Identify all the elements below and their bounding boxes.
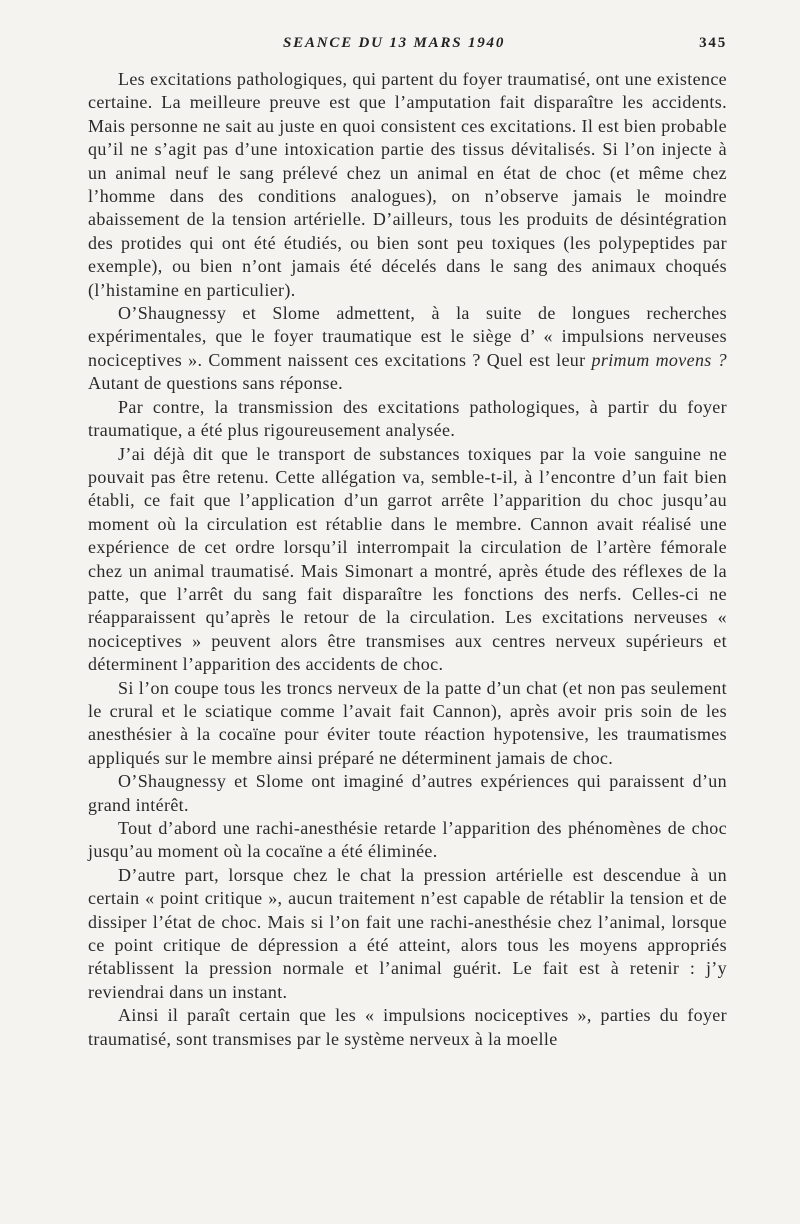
paragraph-6: O’Shaugnessy et Slome ont imaginé d’autres expériences qui paraissent d’un grand intérêt.: [88, 771, 727, 815]
paragraph-3: Par contre, la transmission des excitations pathologiques, à partir du foyer traumatique, a été plus rigoureusement analysée.: [88, 396, 727, 441]
page-number: 345: [699, 35, 727, 51]
paragraph-9: Ainsi il paraît certain que les « impulsions nociceptives », parties du foyer traumatisé, sont transmises par le système nerveux à la moelle: [88, 1005, 727, 1049]
paragraph-5: Si l’on coupe tous les troncs nerveux de la patte d’un chat (et non pas seulement le crural et le sciatique comme l’avait fait Cannon), après avoir pris soin de les anesthésier à la cocaïne pour éviter toute réaction hypotensive, les traumatismes appliqués sur le membre ainsi préparé ne déterminent jamais de choc.: [88, 677, 727, 768]
body-text: [88, 68, 727, 1051]
paragraph-7: Tout d’abord une rachi-anesthésie retarde l’apparition des phénomènes de choc jusqu’au moment où la cocaïne a été éliminée.: [88, 818, 727, 862]
primum-movens-italic: primum movens ?: [591, 349, 727, 370]
header-title: SEANCE DU 13 MARS 1940: [283, 35, 506, 51]
paragraph-2-tail: Autant de questions sans réponse.: [88, 373, 344, 394]
paragraph-4: J’ai déjà dit que le transport de substances toxiques par la voie sanguine ne pouvait pas être retenu. Cette allégation va, semble-t-il, à l’encontre d’un fait bien établi, ce fait que l’application d’un garrot arrête l’apparition du choc jusqu’au moment où la circulation est rétablie dans le membre. Cannon avait réalisé une expérience de cet ordre lorsqu’il interrompait la circulation de l’artère fémorale chez un animal traumatisé. Mais Simonart a montré, après étude des réflexes de la patte, que l’arrêt du sang fait disparaître les fonctions des nerfs. Celles-ci ne réapparaissent qu’après le retour de la circulation. Les excitations nerveuses « nociceptives » peuvent alors être transmises aux centres nerveux supérieurs et déterminent l’apparition des accidents de choc.: [88, 443, 727, 675]
running-header: [88, 32, 727, 56]
paragraph-2-text: O’Shaugnessy et Slome admettent, à la suite de longues recherches expérimentales, que le foyer traumatique est le siège d’ « impulsions nerveuses nociceptives ». Comment naissent ces excitations ? Quel est leur: [88, 303, 727, 370]
paragraph-2: [88, 302, 727, 396]
paragraph-8: D’autre part, lorsque chez le chat la pression artérielle est descendue à un certain « point critique », aucun traitement n’est capable de rétablir la tension et de dissiper l’état de choc. Mais si l’on fait une rachi-anesthésie chez l’animal, lorsque ce point critique de dépression a été atteint, alors tous les moyens appropriés rétablissent la pression normale et l’animal guérit. Le fait est à retenir : j’y reviendrai dans un instant.: [88, 864, 727, 1002]
paragraph-1: Les excitations pathologiques, qui partent du foyer traumatisé, ont une existence certaine. La meilleure preuve est que l’amputation fait disparaître les accidents. Mais personne ne sait au juste en quoi consistent ces excitations. Il est bien probable qu’il ne s’agit pas d’une intoxication partie des tissus dévitalisés. Si l’on injecte à un animal neuf le sang prélevé chez un animal en état de choc (et même chez l’homme dans des conditions analogues), on n’observe jamais le moindre abaissement de la tension artérielle. D’ailleurs, tous les produits de désintégration des protides qui ont été étudiés, ou bien sont peu toxiques (les polypeptides par exemple), ou bien n’ont jamais été décelés dans le sang des animaux choqués (l’histamine en particulier).: [88, 69, 727, 300]
